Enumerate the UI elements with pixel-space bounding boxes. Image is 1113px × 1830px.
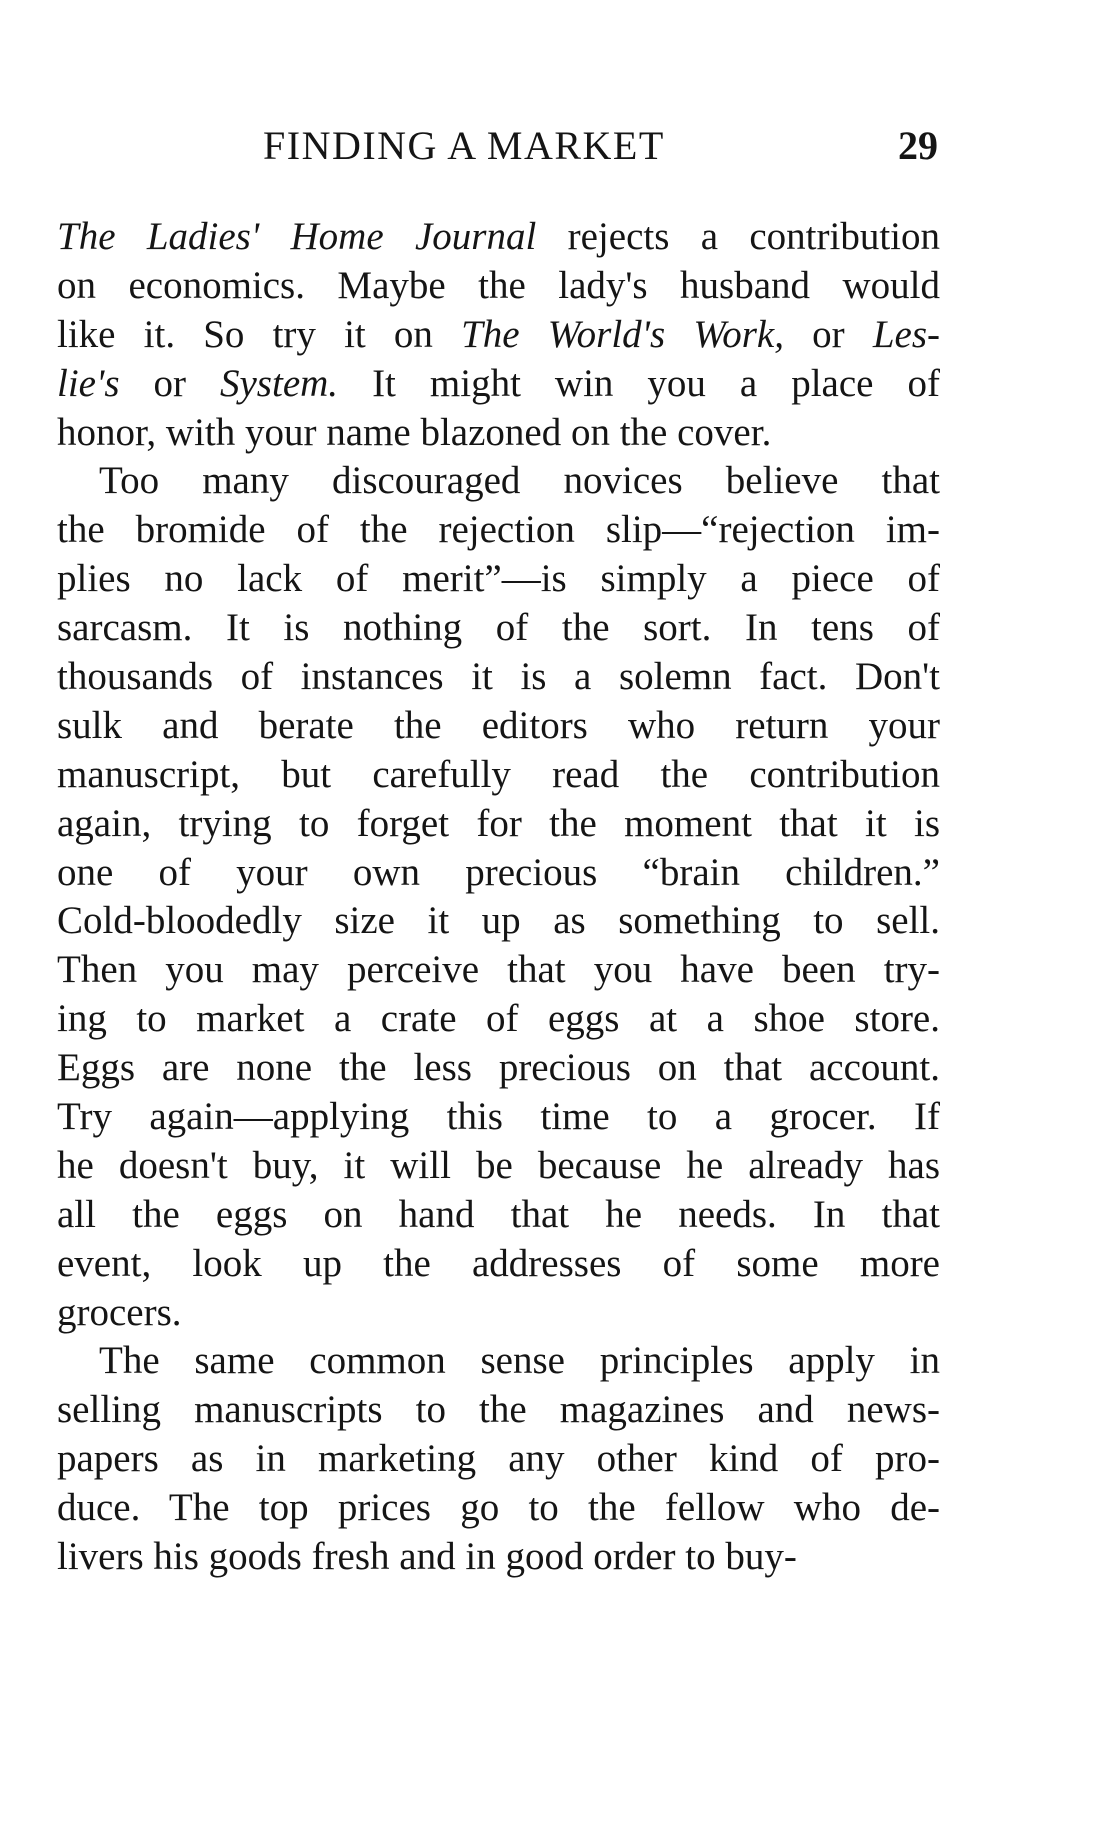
text-line xyxy=(57,800,940,849)
text-line xyxy=(57,262,940,311)
text-line xyxy=(57,360,940,409)
text-run: Try again—applying this time to a grocer. If xyxy=(57,1095,940,1139)
text-run: It might win you a place of xyxy=(338,361,940,405)
running-title: FINDING A MARKET xyxy=(263,123,665,168)
text-run: honor, with your name blazoned on the cover. xyxy=(57,410,772,454)
text-line xyxy=(57,1093,940,1142)
text-run: manuscript, but carefully read the contribution xyxy=(57,752,940,796)
text-run: sarcasm. It is nothing of the sort. In tens of xyxy=(57,606,940,650)
text-line xyxy=(57,213,940,262)
text-run: Then you may perceive that you have been try- xyxy=(57,948,940,992)
text-run: grocers. xyxy=(57,1290,182,1334)
text-run: The same common sense principles apply in xyxy=(99,1339,940,1383)
text-line xyxy=(57,457,940,506)
text-run: livers his goods fresh and in good order to buy- xyxy=(57,1535,797,1579)
text-run: Too many discouraged novices believe that xyxy=(99,459,940,503)
text-line xyxy=(57,653,940,702)
text-line xyxy=(57,897,940,946)
text-run: rejects a contribution xyxy=(536,215,940,258)
running-head xyxy=(58,118,938,174)
italic-title: lie's xyxy=(57,361,120,405)
text-line xyxy=(57,555,940,604)
text-run: he doesn't buy, it will be because he already has xyxy=(57,1143,940,1187)
text-line xyxy=(57,1289,940,1338)
text-line xyxy=(57,409,940,458)
body-text xyxy=(57,213,940,1582)
text-line xyxy=(57,1337,940,1386)
italic-title: The Ladies' Home Journal xyxy=(57,215,537,258)
text-line xyxy=(57,702,940,751)
text-run: selling manuscripts to the magazines and news- xyxy=(57,1388,940,1432)
text-run: or xyxy=(784,312,873,356)
italic-title: System. xyxy=(220,361,339,405)
text-line xyxy=(57,849,940,898)
text-run: all the eggs on hand that he needs. In that xyxy=(57,1192,940,1236)
text-line xyxy=(57,1240,940,1289)
page-number: 29 xyxy=(898,123,938,168)
text-line xyxy=(57,1191,940,1240)
text-run: duce. The top prices go to the fellow who de- xyxy=(57,1486,940,1530)
text-line xyxy=(57,604,940,653)
text-run: ing to market a crate of eggs at a shoe store. xyxy=(57,997,940,1041)
text-line xyxy=(57,1435,940,1484)
text-run: papers as in marketing any other kind of pro- xyxy=(57,1437,940,1481)
text-line xyxy=(57,1533,940,1582)
text-run: Eggs are none the less precious on that account. xyxy=(57,1046,940,1090)
text-line xyxy=(57,995,940,1044)
text-line xyxy=(57,1386,940,1435)
text-run: the bromide of the rejection slip—“rejection im- xyxy=(57,508,940,552)
text-run: like it. So try it on xyxy=(57,312,462,356)
text-run: event, look up the addresses of some more xyxy=(57,1241,940,1285)
text-run: again, trying to forget for the moment that it is xyxy=(57,801,940,845)
text-run: plies no lack of merit”—is simply a piece of xyxy=(57,557,940,601)
text-run: one of your own precious “brain children.” xyxy=(57,850,940,894)
italic-title: Les- xyxy=(872,312,940,356)
text-run: sulk and berate the editors who return your xyxy=(57,703,940,747)
italic-title: The World's Work, xyxy=(461,312,784,356)
text-line xyxy=(57,1484,940,1533)
text-line xyxy=(57,1044,940,1093)
text-line xyxy=(57,751,940,800)
text-run: thousands of instances it is a solemn fact. Don't xyxy=(57,655,940,699)
text-run: or xyxy=(119,361,220,405)
text-run: Cold-bloodedly size it up as something to sell. xyxy=(57,899,940,943)
text-run: on economics. Maybe the lady's husband would xyxy=(57,263,940,307)
text-line xyxy=(57,506,940,555)
text-line xyxy=(57,311,940,360)
text-line xyxy=(57,946,940,995)
text-line xyxy=(57,1142,940,1191)
